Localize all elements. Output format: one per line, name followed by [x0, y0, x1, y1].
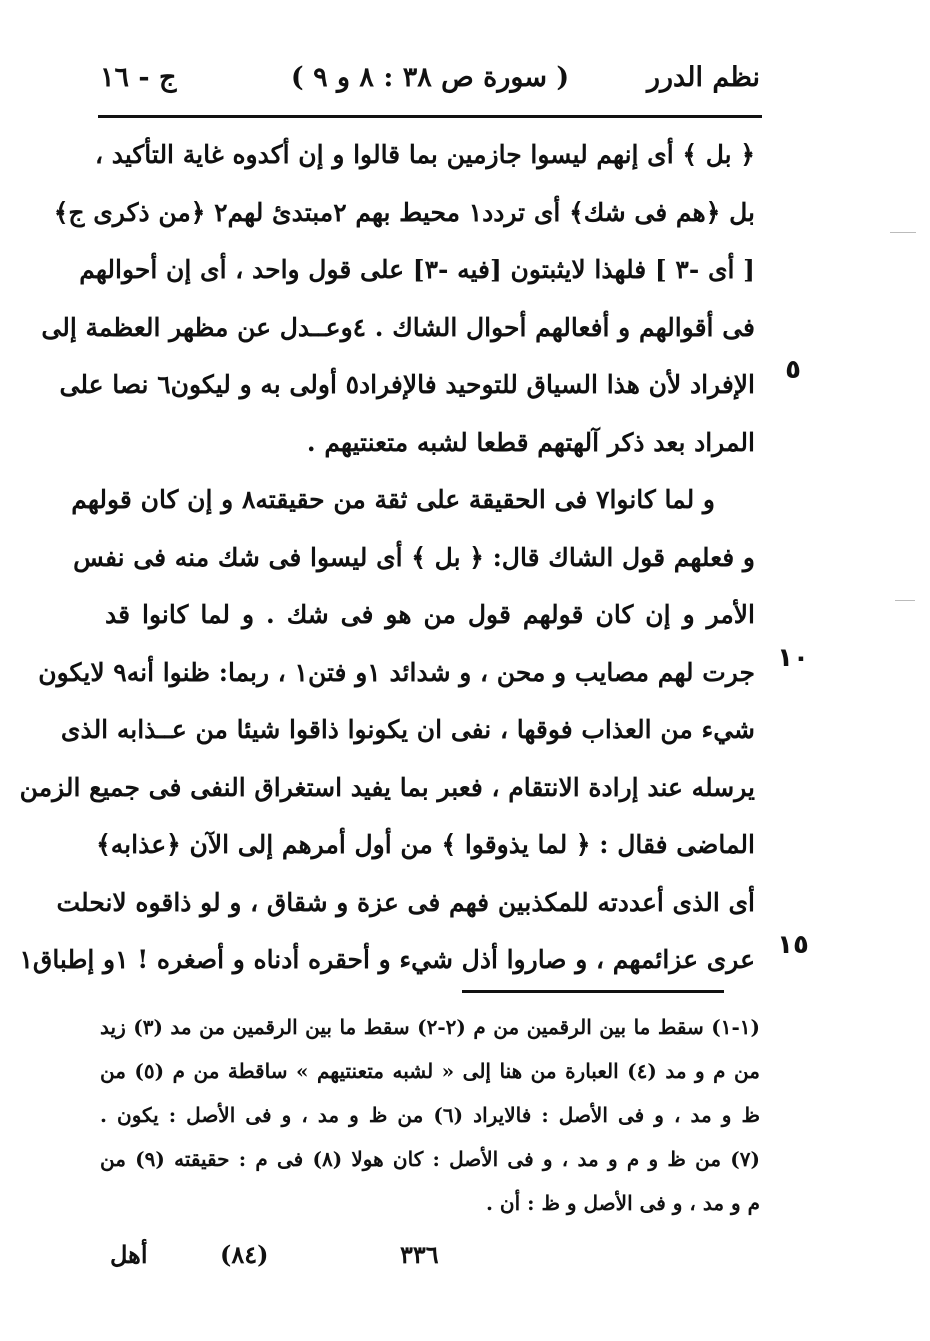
text-line: فى أقوالهم و أفعالهم أحوال الشاك . ٤وعــدل عن مظهر العظمة إلى [41, 312, 755, 342]
line-number: ١٠ [777, 643, 809, 673]
text-line: جرت لهم مصايب و محن ، و شدائد ١و فتن١ ، ربما: ظنوا أنه٩ لايكون [38, 657, 755, 687]
text-line: و فعلهم قول الشاك قال: ﴿ بل ﴾ أى ليسوا فى شك منه فى نفس [73, 542, 755, 572]
footnote-rule [462, 990, 724, 993]
text-line: المراد بعد ذكر آلهتهم قطعا لشبه متعنتيهم . [306, 427, 755, 457]
page-number: ٣٣٦ [400, 1240, 439, 1269]
running-header [100, 62, 760, 112]
text-line: ﴿ بل ﴾ أى إنهم ليسوا جازمين بما قالوا و إن أكدوه غاية التأكيد ، [94, 140, 755, 169]
text-line: شيء من العذاب فوقها ، نفى ان يكونوا ذاقوا شيئا من عــذابه الذى [60, 715, 755, 744]
text-line: أى الذى أعددته للمكذبين فهم فى عزة و شقاق ، و لو ذاقوه لانحلت [56, 887, 755, 917]
scan-mark [895, 600, 915, 601]
text-line: عرى عزائمهم ، و صاروا أذل شيء و أحقره أدناه و أصغره ! ١و إطباق١ [19, 945, 755, 974]
surah-reference: ( سورة ص ٣٨ : ٨ و ٩ ) [290, 62, 570, 93]
text-line: يرسله عند إرادة الانتقام ، فعبر بما يفيد استغراق النفى فى جميع الزمن [19, 772, 755, 802]
line-number: ١٥ [777, 930, 809, 960]
text-line: و لما كانوا٧ فى الحقيقة على ثقة من حقيقته٨ و إن كان قولهم [71, 485, 715, 514]
footnote-line: (٧) من ظ و م و مد ، و فى الأصل : كان هولا (٨) فى م : حقيقته (٩) من [100, 1147, 760, 1171]
footnote-line: (١-١) سقط ما بين الرقمين من م (٢-٢) سقط ما بين الرقمين من مد (٣) زيد [100, 1015, 761, 1039]
text-line: الإفراد لأن هذا السياق للتوحيد فالإفراد٥ أولى به و ليكون٦ نصا على [59, 370, 755, 399]
catchword: أهل [110, 1240, 148, 1269]
page-footer [100, 1240, 760, 1280]
text-line: [ أى -٣ ] فلهذا لايثبتون [فيه -٣] على قول واحد ، أى إن أحوالهم [79, 255, 755, 284]
main-text [19, 126, 755, 989]
book-title: نظم الدرر [646, 62, 760, 93]
text-line: بل ﴿هم فى شك﴾ أى تردد١ محيط بهم ٢مبتدئ لهم٢ ﴿من ذكرى ج﴾ [53, 197, 755, 227]
sequence-number: (٨٤) [220, 1240, 269, 1269]
volume-label: ج - ١٦ [100, 62, 177, 93]
header-rule [98, 115, 762, 118]
footnote-line: ظ و مد ، و فى الأصل : فالايراد (٦) من ظ و مد ، و فى الأصل : يكون . [100, 1103, 760, 1127]
text-line: الماضى فقال : ﴿ لما يذوقوا ﴾ من أول أمرهم إلى الآن ﴿عذابه﴾ [96, 830, 755, 859]
footnote-line: من م و مد (٤) العبارة من هنا إلى « لشبه متعنتيهم » ساقطة من م (٥) من [100, 1059, 760, 1083]
footnotes [100, 1005, 760, 1225]
footnote-line: م و مد ، و فى الأصل و ظ : أن . [485, 1191, 760, 1215]
line-number: ٥ [785, 355, 801, 385]
scan-mark [890, 232, 916, 233]
text-line: الأمر و إن كان قولهم قول من هو فى شك . و لما كانوا قد [105, 600, 755, 629]
